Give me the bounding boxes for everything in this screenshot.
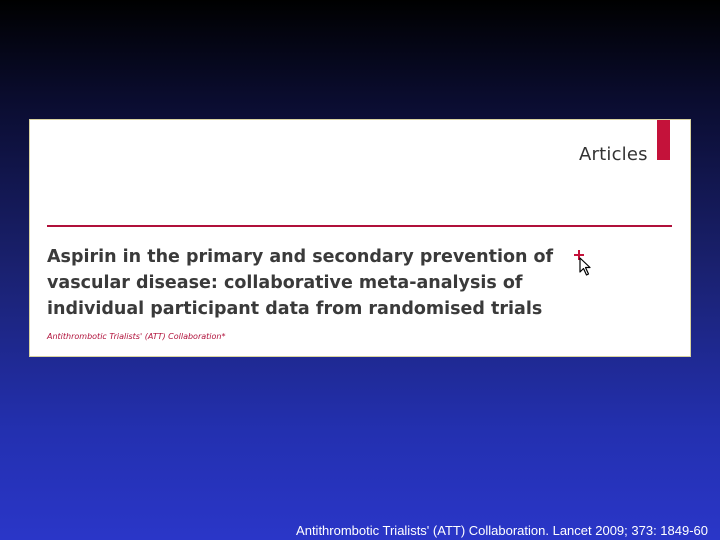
article-title: Aspirin in the primary and secondary prevention of vascular disease: collaborative meta-analysis of individual participant data from randomised trials	[47, 247, 554, 319]
article-header-image	[29, 119, 691, 357]
divider-rule	[47, 225, 672, 227]
citation-caption: Antithrombotic Trialists' (ATT) Collaboration. Lancet 2009; 373: 1849-60	[296, 523, 708, 538]
section-label: Articles	[579, 144, 648, 165]
crossmark-icon	[574, 248, 594, 276]
red-accent-bar	[657, 120, 670, 160]
author-line: Antithrombotic Trialists' (ATT) Collaboration*	[47, 332, 226, 341]
